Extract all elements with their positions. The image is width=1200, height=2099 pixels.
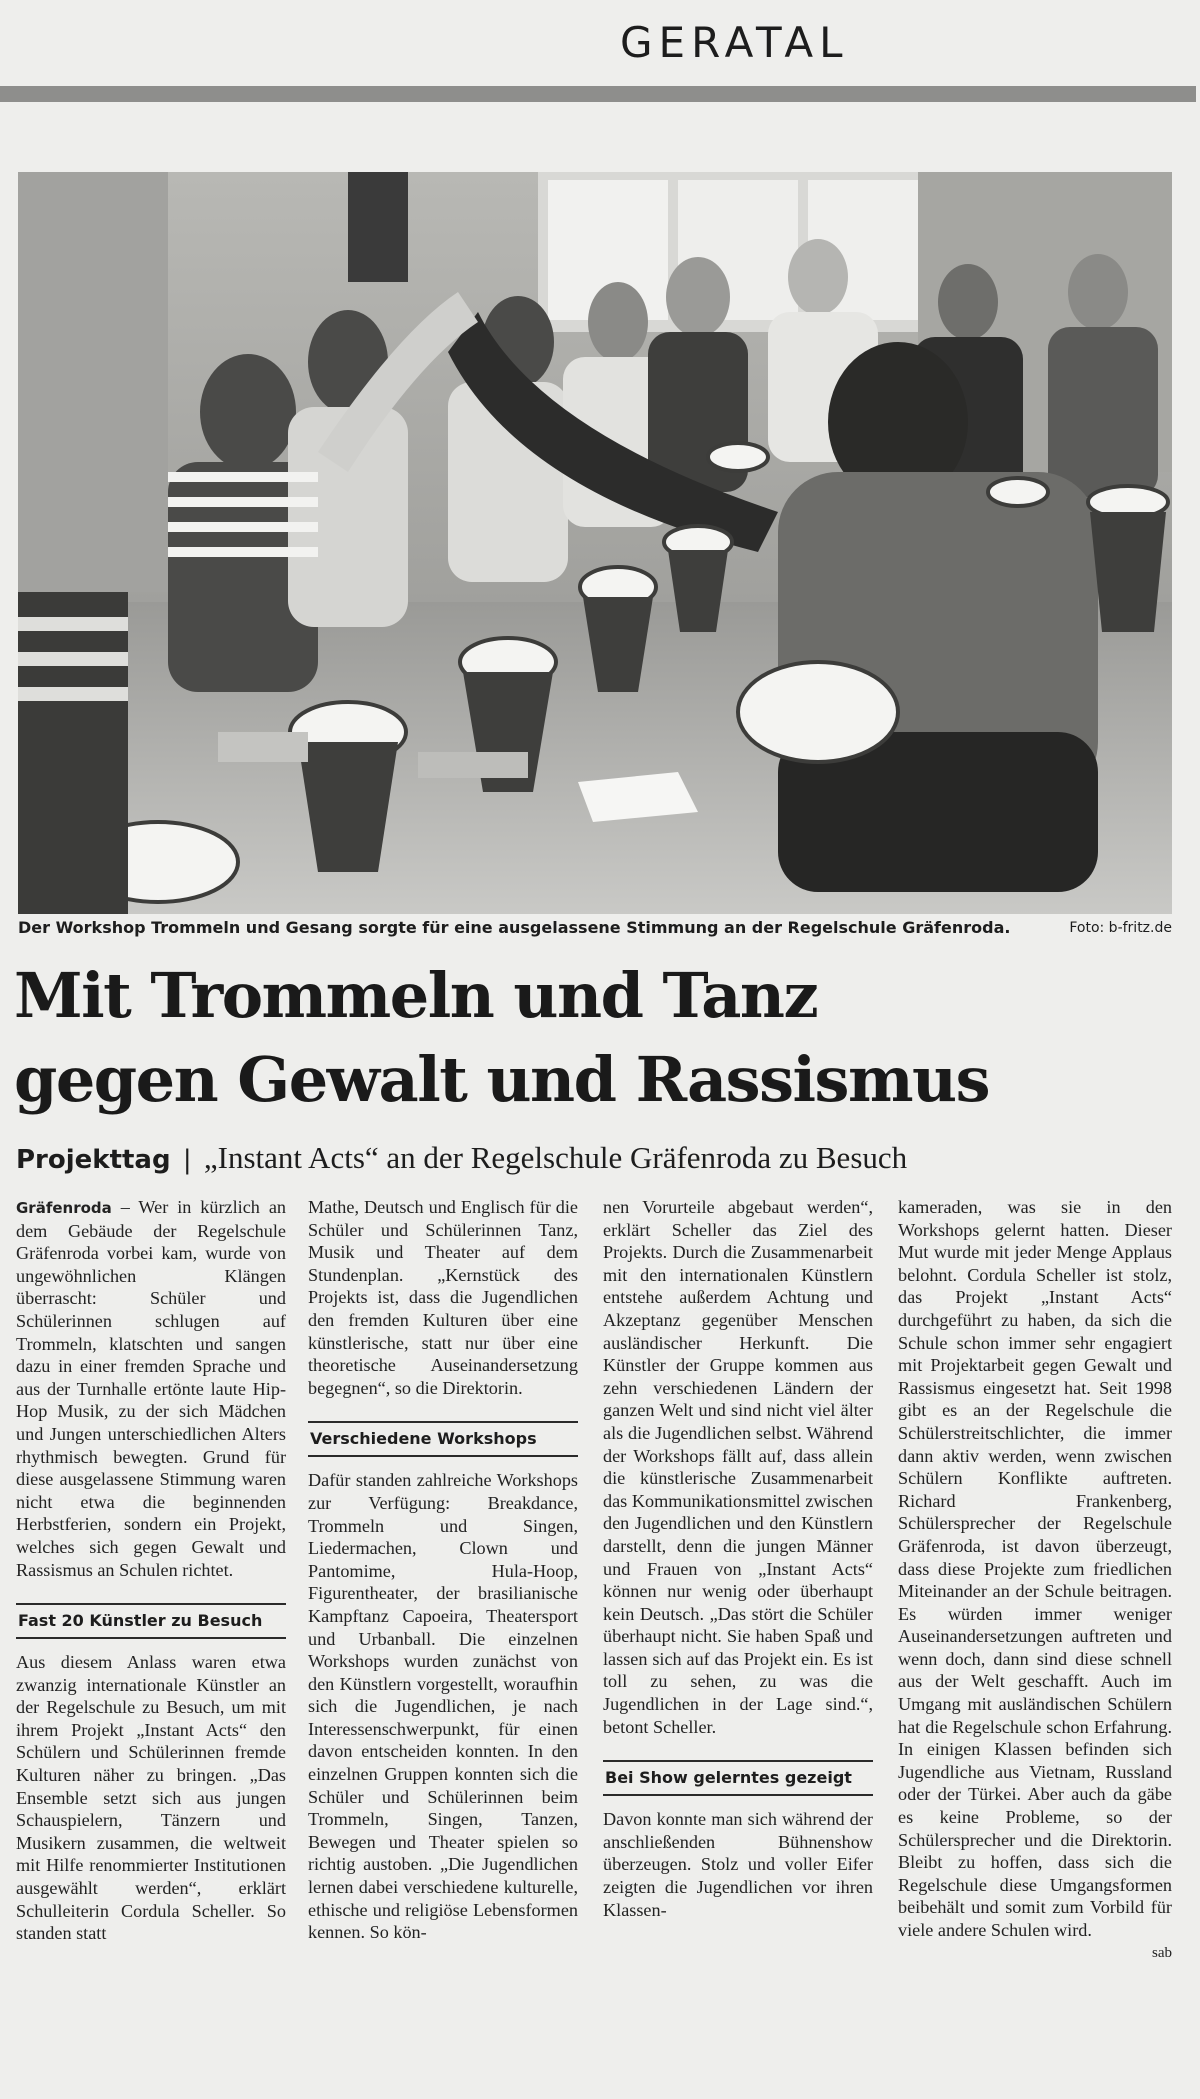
section-title: GERATAL xyxy=(620,18,849,67)
paragraph-workshops: Dafür standen zahlreiche Workshops zur Verfügung: Breakdance, Trommeln und Singen, Liedermachen, Clown und Pantomime, Hula-Hoop, Figurentheater, der brasilianische Kampftanz Capoeira, Theatersport und Urbanball. Die einzelnen Workshops wurden zunächst von den Künstlern vorgestellt, woraufhin sich die Jugendlichen, je nach Interessenschwerpunkt, für einen davon entscheiden konnten. In den einzelnen Gruppen konnten sich die Schüler und Schülerinnen beim Trommeln, Singen, Tanzen, Bewegen und Theater spielen so richtig austoben. „Die Jugendlichen lernen dabei verschiedene kulturelle, ethische und religiöse Lebensformen kennen. So kön- xyxy=(308,1470,578,1943)
paragraph-conclusion: kameraden, was sie in den Workshops gelernt hatten. Dieser Mut wurde mit jeder Menge Applaus belohnt. Cordula Scheller ist stolz, das Projekt „Instant Acts“ durchgeführt zu haben, da sich die Schule schon immer sehr engagiert mit Projektarbeit gegen Gewalt und Rassismus eingesetzt hat. Seit 1998 gibt es an der Regelschule die Schülerstreitschlichter, die immer dann aktiv werden, wenn zwischen Schülern Konflikte auftreten. Richard Frankenberg, Schülersprecher der Regelschule Gräfenroda, ist davon überzeugt, dass diese Projekte zum friedlichen Miteinander an der Schule beitragen. Es würden immer weniger Auseinandersetzungen auftreten und wenn doch, dann sind diese schnell aus der Welt geschafft. Auch im Umgang mit ausländischen Schülern hat die Regelschule schon Erfahrung. In einigen Klassen befinden sich Jugendliche aus Vietnam, Russland oder der Türkei. Aber auch da gäbe es keine Probleme, so der Schülersprecher und die Direktorin. Bleibt zu hoffen, dass sich die Regelschule diese Umgangsformen beibehält und somit zum Vorbild für viele andere Schulen wird. xyxy=(898,1197,1172,1940)
paragraph-show: Davon konnte man sich während der anschließenden Bühnenshow überzeugen. Stolz und voller Eifer zeigten die Jugendlichen vor ihren Klassen- xyxy=(603,1809,873,1920)
photo-illustration xyxy=(18,172,1172,914)
article-column-1 xyxy=(16,1196,286,1945)
headline-line-1: Mit Trommeln und Tanz xyxy=(14,959,818,1032)
paragraph-prejudice: nen Vorurteile abgebaut werden“, erklärt Scheller das Ziel des Projekts. Durch die Zusammenarbeit mit den internationalen Künstlern entstehe außerdem Achtung und Akzeptanz gegenüber Menschen ausländischer Herkunft. Die Künstler der Gruppe kommen aus zehn verschiedenen Ländern der ganzen Welt und sind nicht viel älter als die Jugendlichen selbst. Während der Workshops fällt auf, dass allein die künstlerische Zusammenarbeit das Kommunikationsmittel zwischen den Jugendlichen und den Künstlern darstellt, denn die jungen Männer und Frauen von „Instant Acts“ können nur wenig oder überhaupt kein Deutsch. „Das stört die Schüler überhaupt nicht. Sie haben Spaß und lassen sich auf das Projekt ein. Es ist toll zu sehen, zu was die Jugendlichen in der Lage sind.“, betont Scheller. xyxy=(603,1197,873,1737)
photo-credit: Foto: b-fritz.de xyxy=(1069,920,1172,936)
paragraph-curriculum: Mathe, Deutsch und Englisch für die Schüler und Schülerinnen Tanz, Musik und Theater auf dem Stundenplan. „Kernstück des Projekts ist, dass die Jugendlichen den fremden Kulturen über eine künstlerische, statt nur über eine theoretische Auseinandersetzung begegnen“, so die Direktorin. xyxy=(308,1197,578,1398)
subhead-divider: | xyxy=(174,1145,200,1175)
subhead-text: „Instant Acts“ an der Regelschule Gräfenroda zu Besuch xyxy=(203,1140,908,1175)
caption-text: Der Workshop Trommeln und Gesang sorgte für eine ausgelassene Stimmung an der Regelschule Gräfenroda. xyxy=(18,918,1011,937)
section-header xyxy=(0,0,1200,88)
section-rule xyxy=(0,86,1196,102)
subhead-kicker: Projekttag xyxy=(16,1145,171,1175)
photo-caption xyxy=(18,918,1172,946)
paragraph-artists: Aus diesem Anlass waren etwa zwanzig internationale Künstler an der Regelschule zu Besuch, um mit ihrem Projekt „Instant Acts“ den Schülern und Schülerinnen fremde Kulturen näher zu bringen. „Das Ensemble setzt sich aus jungen Schauspielern, Tänzern und Musikern zusammen, die weltweit mit Hilfe renommierter Institutionen ausgewählt werden“, erklärt Schulleiterin Cordula Scheller. So standen statt xyxy=(16,1652,286,1944)
section-heading-workshops: Verschiedene Workshops xyxy=(308,1421,578,1457)
headline-line-2: gegen Gewalt und Rassismus xyxy=(14,1043,990,1116)
article-column-3 xyxy=(603,1196,873,1921)
subheadline xyxy=(16,1140,1186,1176)
intro-paragraph xyxy=(16,1196,286,1581)
headline xyxy=(14,954,1184,1122)
article-column-2 xyxy=(308,1196,578,1944)
author-signature: sab xyxy=(1152,1944,1172,1961)
intro-text: – Wer in kürzlich an dem Gebäude der Regelschule Gräfenroda vorbei kam, wurde von ungewöhnlichen Klängen überrascht: Schüler und Schülerinnen schlugen auf Trommeln, klatschten und sangen dazu in einer fremden Sprache und aus der Turnhalle ertönte laute Hip-Hop Musik, zu der sich Mädchen und Jungen unterschiedlichen Alters rhythmisch bewegten. Grund für diese ausgelassene Stimmung waren nicht etwa die beginnenden Herbstferien, sondern ein Projekt, welches sich gegen Gewalt und Rassismus an Schulen richtet. xyxy=(16,1197,286,1580)
section-heading-show: Bei Show gelerntes gezeigt xyxy=(603,1760,873,1796)
article-photo xyxy=(18,172,1172,914)
dateline: Gräfenroda xyxy=(16,1199,112,1217)
section-heading-artists: Fast 20 Künstler zu Besuch xyxy=(16,1603,286,1639)
article-column-4 xyxy=(898,1196,1172,1964)
